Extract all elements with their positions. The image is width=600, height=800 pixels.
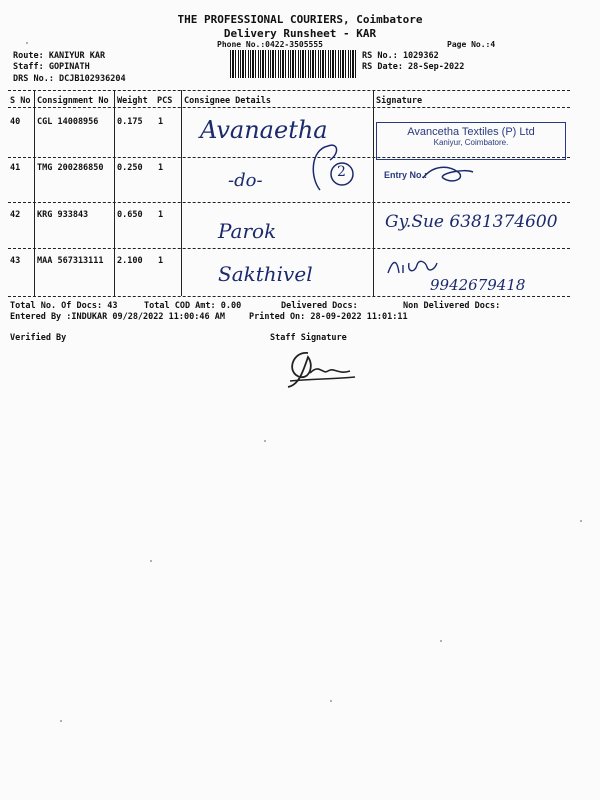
row-consignment: MAA 567313111 [37,256,104,266]
row-sno: 41 [10,163,21,173]
column-divider [34,90,35,296]
printed-on: Printed On: 28-09-2022 11:01:11 [249,312,408,322]
total-docs: Total No. Of Docs: 43 [10,301,118,311]
company-title: THE PROFESSIONAL COURIERS, Coimbatore [177,13,423,26]
runsheet-title: Delivery Runsheet - KAR [223,27,377,40]
col-consignee: Consignee Details [184,96,271,106]
stamp-name: Avancetha Textiles (P) Ltd [407,126,535,138]
row-weight: 2.100 [117,256,143,266]
row-rule [8,202,570,203]
row-consignee-handwritten: Avanaetha [200,116,328,144]
row-consignment: KRG 933843 [37,210,89,220]
row-consignee-handwritten: Sakthivel [218,262,313,286]
col-sno: S No [10,96,31,106]
row-consignment: CGL 14008956 [37,117,99,127]
scan-speck [580,520,582,522]
column-divider [114,90,115,296]
column-divider [373,90,374,296]
company-stamp [376,122,566,160]
delivered-docs: Delivered Docs: [281,301,358,311]
col-pcs: PCS [157,96,173,106]
header-rule [8,107,570,108]
entered-by: Entered By :INDUKAR 09/28/2022 11:00:46 AM [10,312,225,322]
row-sno: 42 [10,210,21,220]
route-label: Route: KANIYUR KAR [13,51,106,61]
stamp-entry-label: Entry No.: [384,170,428,180]
entry-scribble [418,160,478,190]
bracket-scribble [300,138,360,198]
circled-number: 2 [337,164,346,180]
row-sno: 43 [10,256,21,266]
stamp-place: Kaniyur, Coimbatore. [433,138,509,147]
col-signature: Signature [376,96,423,106]
scan-speck [330,700,332,702]
col-consignment: Consignment No [37,96,109,106]
row-pcs: 1 [158,163,164,173]
col-weight: Weight [117,96,148,106]
table-top-rule [8,90,570,91]
drs-number: DRS No.: DCJB102936204 [13,74,126,84]
table-bottom-rule [8,296,570,297]
row-pcs: 1 [158,210,164,220]
staff-signature-scribble [280,345,360,390]
page-number: Page No.:4 [447,40,496,49]
row-consignee-handwritten: Parok [218,219,277,243]
phone-number: Phone No.:0422-3505555 [217,40,323,49]
row-sno: 40 [10,117,21,127]
row-weight: 0.175 [117,117,143,127]
total-cod: Total COD Amt: 0.00 [144,301,242,311]
scan-speck [60,720,62,722]
scan-speck [150,560,152,562]
rs-date: RS Date: 28-Sep-2022 [362,62,465,72]
verified-by: Verified By [10,333,67,343]
row-pcs: 1 [158,256,164,266]
row-pcs: 1 [158,117,164,127]
row-weight: 0.650 [117,210,143,220]
barcode [230,50,356,78]
row-consignment: TMG 200286850 [37,163,104,173]
scan-speck [26,42,28,44]
column-divider [181,90,182,296]
row-weight: 0.250 [117,163,143,173]
scan-speck [264,440,266,442]
row-signature-handwritten: 9942679418 [430,276,526,294]
non-delivered-docs: Non Delivered Docs: [403,301,501,311]
row-consignee-handwritten: -do- [228,170,263,191]
rs-number: RS No.: 1029362 [362,51,439,61]
scan-speck [440,640,442,642]
staff-signature-label: Staff Signature [270,333,347,343]
staff-label: Staff: GOPINATH [13,62,90,72]
row-rule [8,248,570,249]
row-signature-handwritten: Gy.Sue 6381374600 [385,212,558,232]
